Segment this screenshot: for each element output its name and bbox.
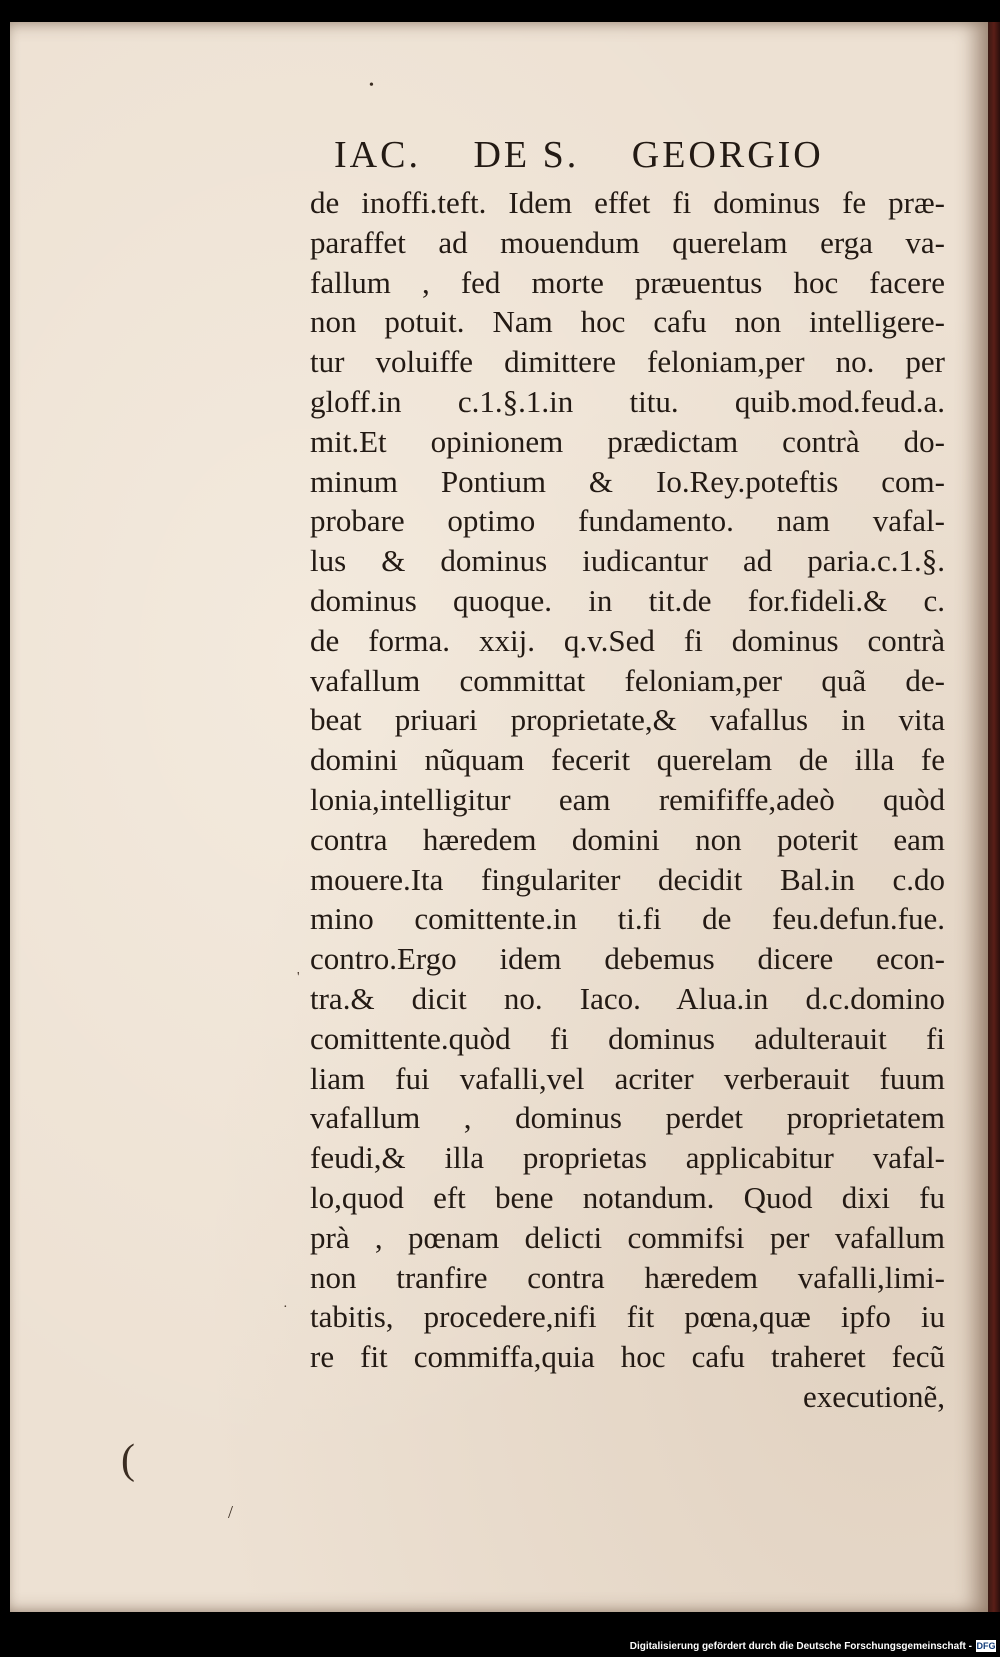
text-line: vafallum committat feloniam,per quã de- (310, 662, 945, 698)
text-line: beat priuari proprietate,& vafallus in vita (310, 702, 945, 738)
text-line: minum Pontium & Io.Rey.poteftis com- (310, 463, 945, 499)
text-line: mino comittente.in ti.fi de feu.defun.fue. (310, 901, 945, 937)
text-line: re fit commiffa,quia hoc cafu traheret fecũ (310, 1339, 945, 1375)
text-line: lus & dominus iudicantur ad paria.c.1.§. (310, 543, 945, 579)
text-line: non tranfire contra hæredem vafalli,limi- (310, 1259, 945, 1295)
text-line: prà , pœnam delicti commifsi per vafallum (310, 1219, 945, 1255)
ink-speck: · (283, 1300, 288, 1315)
margin-mark: ( (121, 1437, 135, 1483)
text-line: contro.Ergo idem debemus dicere econ- (310, 941, 945, 977)
text-line: gloff.in c.1.§.1.in titu. quib.mod.feud.a. (310, 383, 945, 419)
ink-speck: • (369, 78, 374, 93)
text-line: de inoffi.teft. Idem effet fi dominus fe præ- (310, 185, 945, 220)
text-line: tur voluiffe dimittere feloniam,per no. per (310, 344, 945, 380)
running-head-left: IAC. (334, 134, 421, 176)
text-line: non potuit. Nam hoc cafu non intelligere- (310, 304, 945, 340)
text-line: mit.Et opinionem prædictam contrà do- (310, 423, 945, 459)
text-line: tabitis, procedere,nifi fit pœna,quæ ipfo iu (310, 1299, 945, 1335)
running-head-right: GEORGIO (631, 134, 824, 176)
page-edge (988, 22, 1000, 1612)
text-line: dominus quoque. in tit.de for.fideli.& c. (310, 582, 945, 618)
text-line: lonia,intelligitur eam remififfe,adeò quòd (310, 781, 945, 817)
text-line: probare optimo fundamento. nam vafal- (310, 503, 945, 539)
dfg-logo: DFG (976, 1641, 996, 1651)
text-line: domini nũquam fecerit querelam de illa fe (310, 742, 945, 778)
running-head (334, 133, 894, 177)
ink-speck: / (228, 1502, 234, 1522)
text-line: lo,quod eft bene notandum. Quod dixi fu (310, 1179, 945, 1215)
text-line: de forma. xxij. q.v.Sed fi dominus contrà (310, 622, 945, 658)
text-line: feudi,& illa proprietas applicabitur vafal- (310, 1140, 945, 1176)
text-line: mouere.Ita fingulariter decidit Bal.in c.do (310, 861, 945, 897)
text-line: vafallum , dominus perdet proprietatem (310, 1100, 945, 1136)
text-line: paraffet ad mouendum querelam erga va- (310, 224, 945, 260)
ink-speck: ' (297, 970, 300, 985)
catchword: executionẽ, (802, 1378, 945, 1414)
text-line: tra.& dicit no. Iaco. Alua.in d.c.domino (310, 980, 945, 1016)
text-line: comittente.quòd fi dominus adulterauit fi (310, 1020, 945, 1056)
text-line: contra hæredem domini non poterit eam (310, 821, 945, 857)
digitization-credit: Digitalisierung gefördert durch die Deutsche Forschungsgemeinschaft - (629, 1641, 972, 1652)
running-head-middle: DE S. (473, 134, 580, 176)
body-text (310, 183, 945, 1417)
text-line: fallum , fed morte præuentus hoc facere (310, 264, 945, 300)
text-line: liam fui vafalli,vel acriter verberauit fuum (310, 1060, 945, 1096)
